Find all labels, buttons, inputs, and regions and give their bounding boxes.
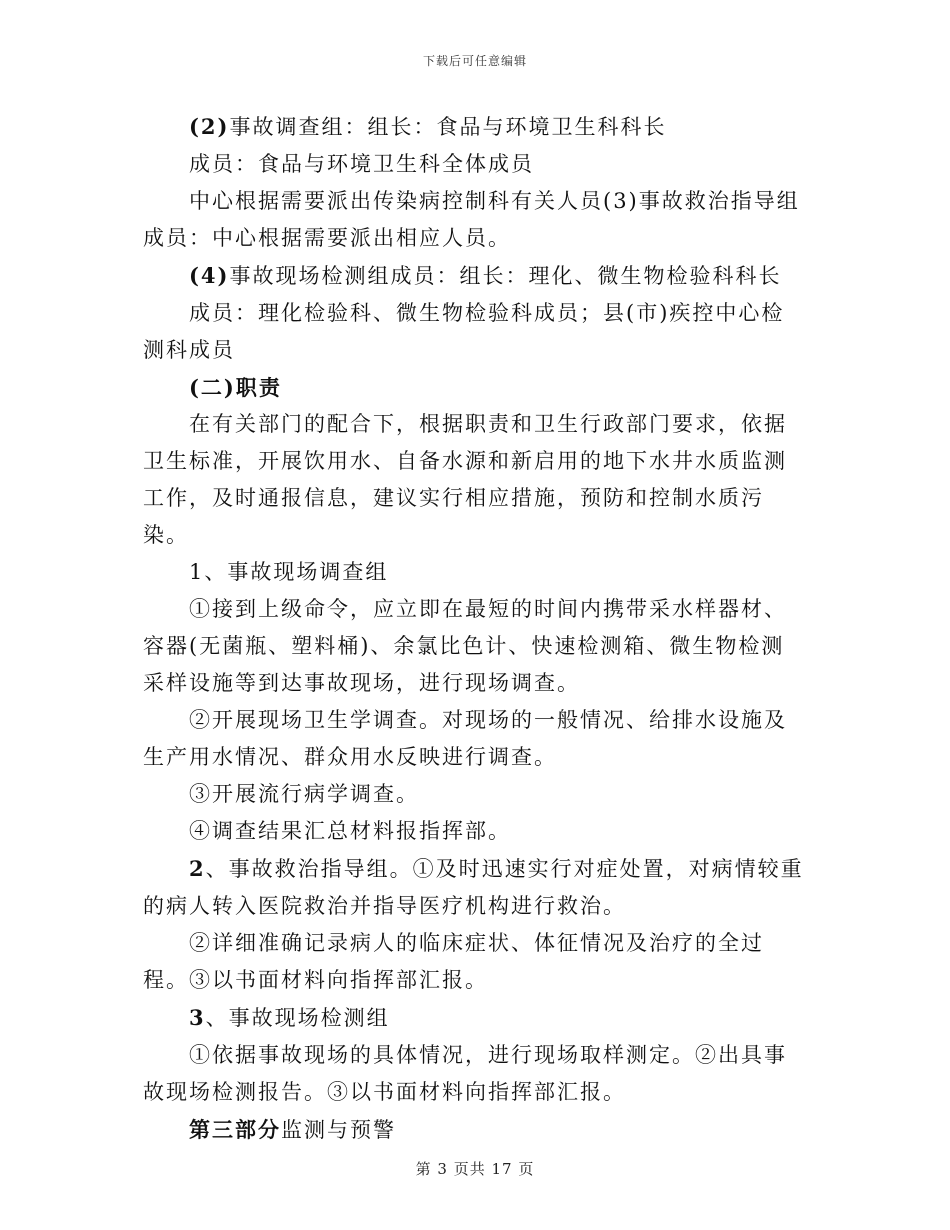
paragraph-step-4: ④调查结果汇总材料报指挥部。: [189, 819, 511, 843]
paragraph-step-3: ③开展流行病学调查。: [189, 782, 419, 806]
section-heading-duties: (二)职责: [189, 375, 282, 400]
paragraph-treatment-record: ②详细准确记录病人的临床症状、体征情况及治疗的全过程。③以书面材料向指挥部汇报。: [143, 931, 764, 992]
page-header-note: 下载后可任意编辑: [422, 54, 527, 68]
part-heading: [143, 1111, 807, 1149]
paragraph-duties: 在有关部门的配合下，根据职责和卫生行政部门要求，依据卫生标准，开展饮用水、自备水源和新启用的地下水井水质监测工作，及时通报信息，建议实行相应措施，预防和控制水质污染。: [143, 412, 787, 547]
paragraph-text: 、事故救治指导组。①及时迅速实行对症处置，对病情较重的病人转入医院救治并指导医疗机构进行救治。: [143, 857, 804, 918]
subheading-investigation: 1、事故现场调查组: [189, 560, 389, 584]
paragraph-treatment-group: [143, 850, 807, 925]
part-label: 第三部分: [189, 1117, 281, 1142]
paragraph-testing-steps: ①依据事故现场的具体情况，进行现场取样测定。②出具事故现场检测报告。③以书面材料向指挥部汇报。: [143, 1043, 787, 1104]
paragraph-center-dispatch: 中心根据需要派出传染病控制科有关人员(3)事故救治指导组成员：中心根据需要派出相应人员。: [143, 189, 800, 250]
paragraph-testing-members: 成员：理化检验科、微生物检验科成员；县(市)疾控中心检测科成员: [143, 301, 785, 362]
subheading-testing-group: [143, 999, 807, 1037]
paragraph-members: 成员：食品与环境卫生科全体成员: [189, 152, 534, 176]
paragraph-step-2: ②开展现场卫生学调查。对现场的一般情况、给排水设施及生产用水情况、群众用水反映进行调查。: [143, 708, 787, 769]
item-number: (2): [189, 114, 230, 139]
item-number: (4): [189, 263, 230, 288]
paragraph-step-1: ①接到上级命令，应立即在最短的时间内携带采水样器材、容器(无菌瓶、塑料桶)、余氯比色计、快速检测箱、微生物检测采样设施等到达事故现场，进行现场调查。: [143, 597, 787, 695]
document-body: [143, 108, 807, 1149]
item-number: 2: [189, 856, 206, 881]
paragraph-text: 事故调查组：组长：食品与环境卫生科科长: [229, 115, 667, 139]
part-title: 监测与预警: [281, 1118, 396, 1142]
paragraph-investigation-group: [143, 108, 807, 146]
paragraph-text: 、事故现场检测组: [205, 1006, 390, 1030]
page-number: 第 3 页共 17 页: [415, 1160, 535, 1178]
paragraph-text: 事故现场检测组成员：组长：理化、微生物检验科科长: [229, 264, 782, 288]
item-number: 3: [189, 1005, 206, 1030]
paragraph-testing-group: [143, 257, 807, 295]
